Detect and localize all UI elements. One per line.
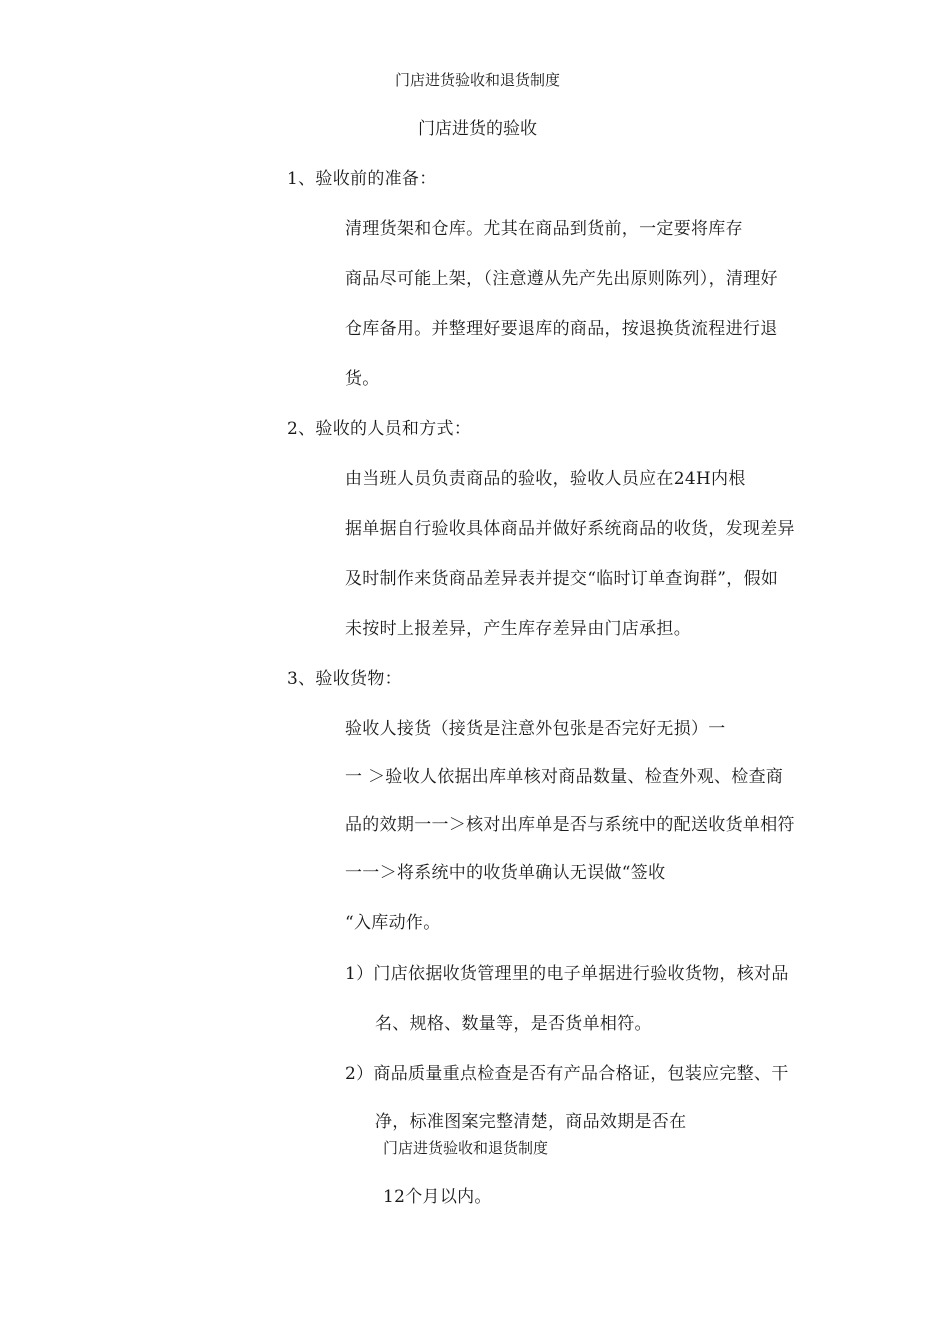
section-3-line: 验收人接货（接货是注意外包张是否完好无损）一 [345, 719, 726, 739]
item-2-continuation: 12个月以内。 [383, 1187, 492, 1207]
item-1-line: 1）门店依据收货管理里的电子单据进行验收货物，核对品 [345, 964, 789, 984]
section-2-line: 由当班人员负责商品的验收，验收人员应在24H内根 [345, 469, 746, 489]
section-1-line: 清理货架和仓库。尤其在商品到货前，一定要将库存 [345, 219, 743, 239]
section-2-line: 未按时上报差异，产生库存差异由门店承担。 [345, 619, 691, 639]
section-2-line: 及时制作来货商品差异表并提交“临时订单查询群”，假如 [345, 569, 779, 589]
item-2-line: 2）商品质量重点检查是否有产品合格证，包装应完整、干 [345, 1064, 789, 1084]
section-3-line: “入库动作。 [345, 913, 441, 933]
section-3-line: 一一＞将系统中的收货单确认无误做“签收 [345, 863, 666, 883]
repeated-page-header: 门店进货验收和退货制度 [383, 1139, 549, 1157]
item-2-line: 净，标准图案完整清楚，商品效期是否在 [375, 1112, 687, 1132]
item-1-line: 名、规格、数量等，是否货单相符。 [375, 1014, 652, 1034]
section-3-heading: 3、验收货物： [287, 669, 402, 689]
page-header: 门店进货验收和退货制度 [395, 71, 561, 89]
section-1-line: 货。 [345, 369, 380, 389]
section-2-line: 据单据自行验收具体商品并做好系统商品的收货，发现差异 [345, 519, 795, 539]
section-2-heading: 2、验收的人员和方式： [287, 419, 472, 439]
section-3-line: 品的效期一一＞核对出库单是否与系统中的配送收货单相符 [345, 815, 795, 835]
section-3-line: 一 ＞验收人依据出库单核对商品数量、检查外观、检查商 [345, 767, 784, 787]
section-1-heading: 1、验收前的准备： [287, 169, 437, 189]
section-1-line: 仓库备用。并整理好要退库的商品，按退换货流程进行退 [345, 319, 778, 339]
section-1-line: 商品尽可能上架，（注意遵从先产先出原则陈列），清理好 [345, 269, 778, 289]
page-title: 门店进货的验收 [418, 119, 537, 139]
